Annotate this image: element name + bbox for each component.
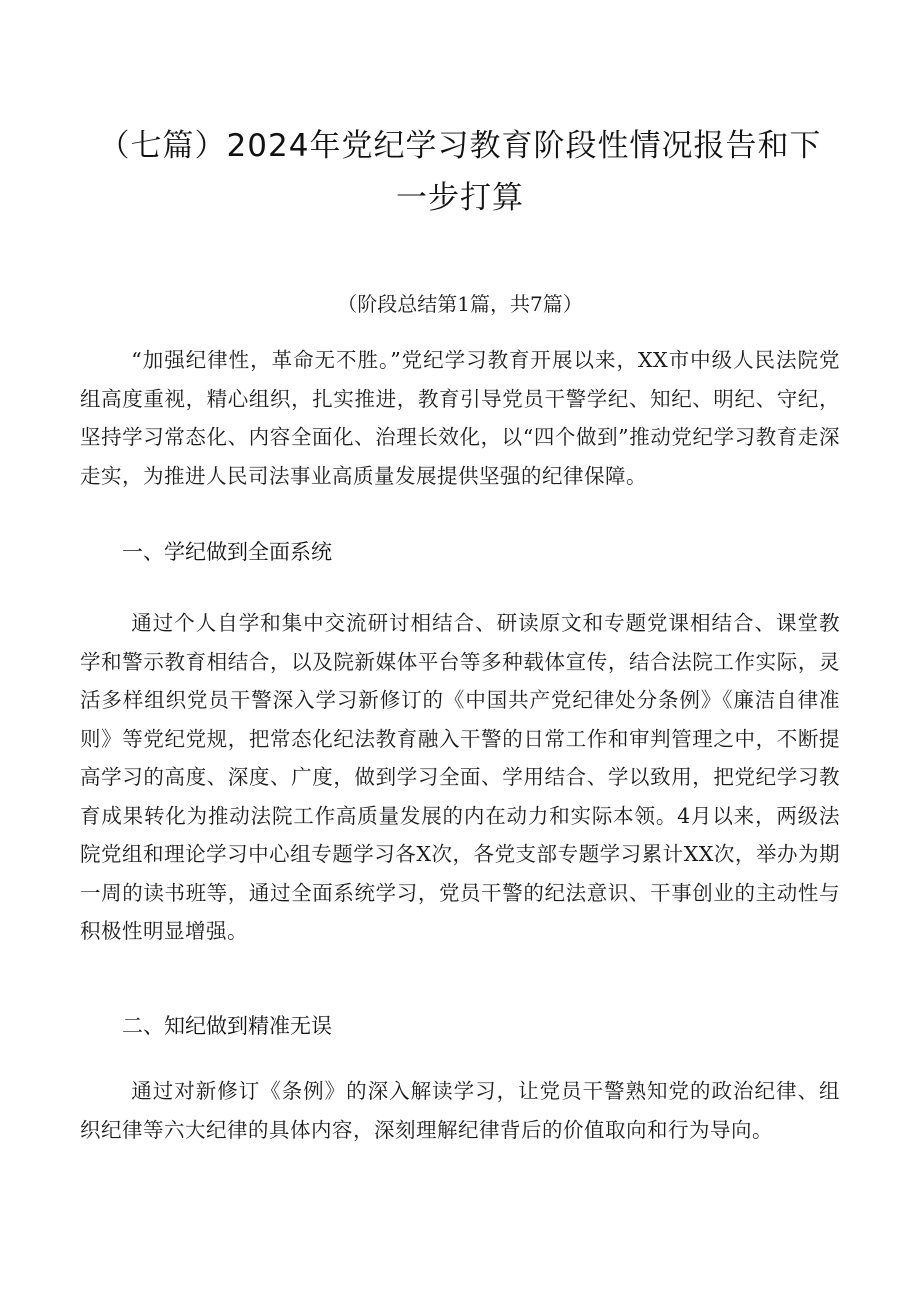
title-line-1: （七篇）2024年党纪学习教育阶段性情况报告和下: [98, 128, 822, 164]
section-1-heading: 一、学纪做到全面系统: [122, 540, 332, 564]
intro-paragraph: “加强纪律性，革命无不胜。”党纪学习教育开展以来，XX市中级人民法院党组高度重视，精心组织，扎实推进，教育引导党员干警学纪、知纪、明纪、守纪，坚持学习常态化、内容全面化、治理长效化，以“四个做到”推动党纪学习教育走深走实，为推进人民司法事业高质量发展提供坚强的纪律保障。: [80, 348, 840, 488]
document-subtitle: （阶段总结第1篇，共7篇）: [337, 292, 583, 316]
section-1-paragraph: 通过个人自学和集中交流研讨相结合、研读原文和专题党课相结合、课堂教学和警示教育相结合，以及院新媒体平台等多种载体宣传，结合法院工作实际，灵活多样组织党员干警深入学习新修订的《中国共产党纪律处分条例》《廉洁自律准则》等党纪党规，把常态化纪法教育融入干警的日常工作和审判管理之中，不断提高学习的高度、深度、广度，做到学习全面、学用结合、学以致用，把党纪学习教育成果转化为推动法院工作高质量发展的内在动力和实际本领。4月以来，两级法院党组和理论学习中心组专题学习各X次，各党支部专题学习累计XX次，举办为期一周的读书班等，通过全面系统学习，党员干警的纪法意识、干事创业的主动性与积极性明显增强。: [80, 611, 840, 943]
document-title: [80, 120, 840, 224]
section-2-paragraph: 通过对新修订《条例》的深入解读学习，让党员干警熟知党的政治纪律、组织纪律等六大纪律的具体内容，深刻理解纪律背后的价值取向和行为导向。: [80, 1079, 840, 1142]
section-2-heading: 二、知纪做到精准无误: [122, 1014, 332, 1038]
title-line-2: 一步打算: [396, 180, 524, 216]
